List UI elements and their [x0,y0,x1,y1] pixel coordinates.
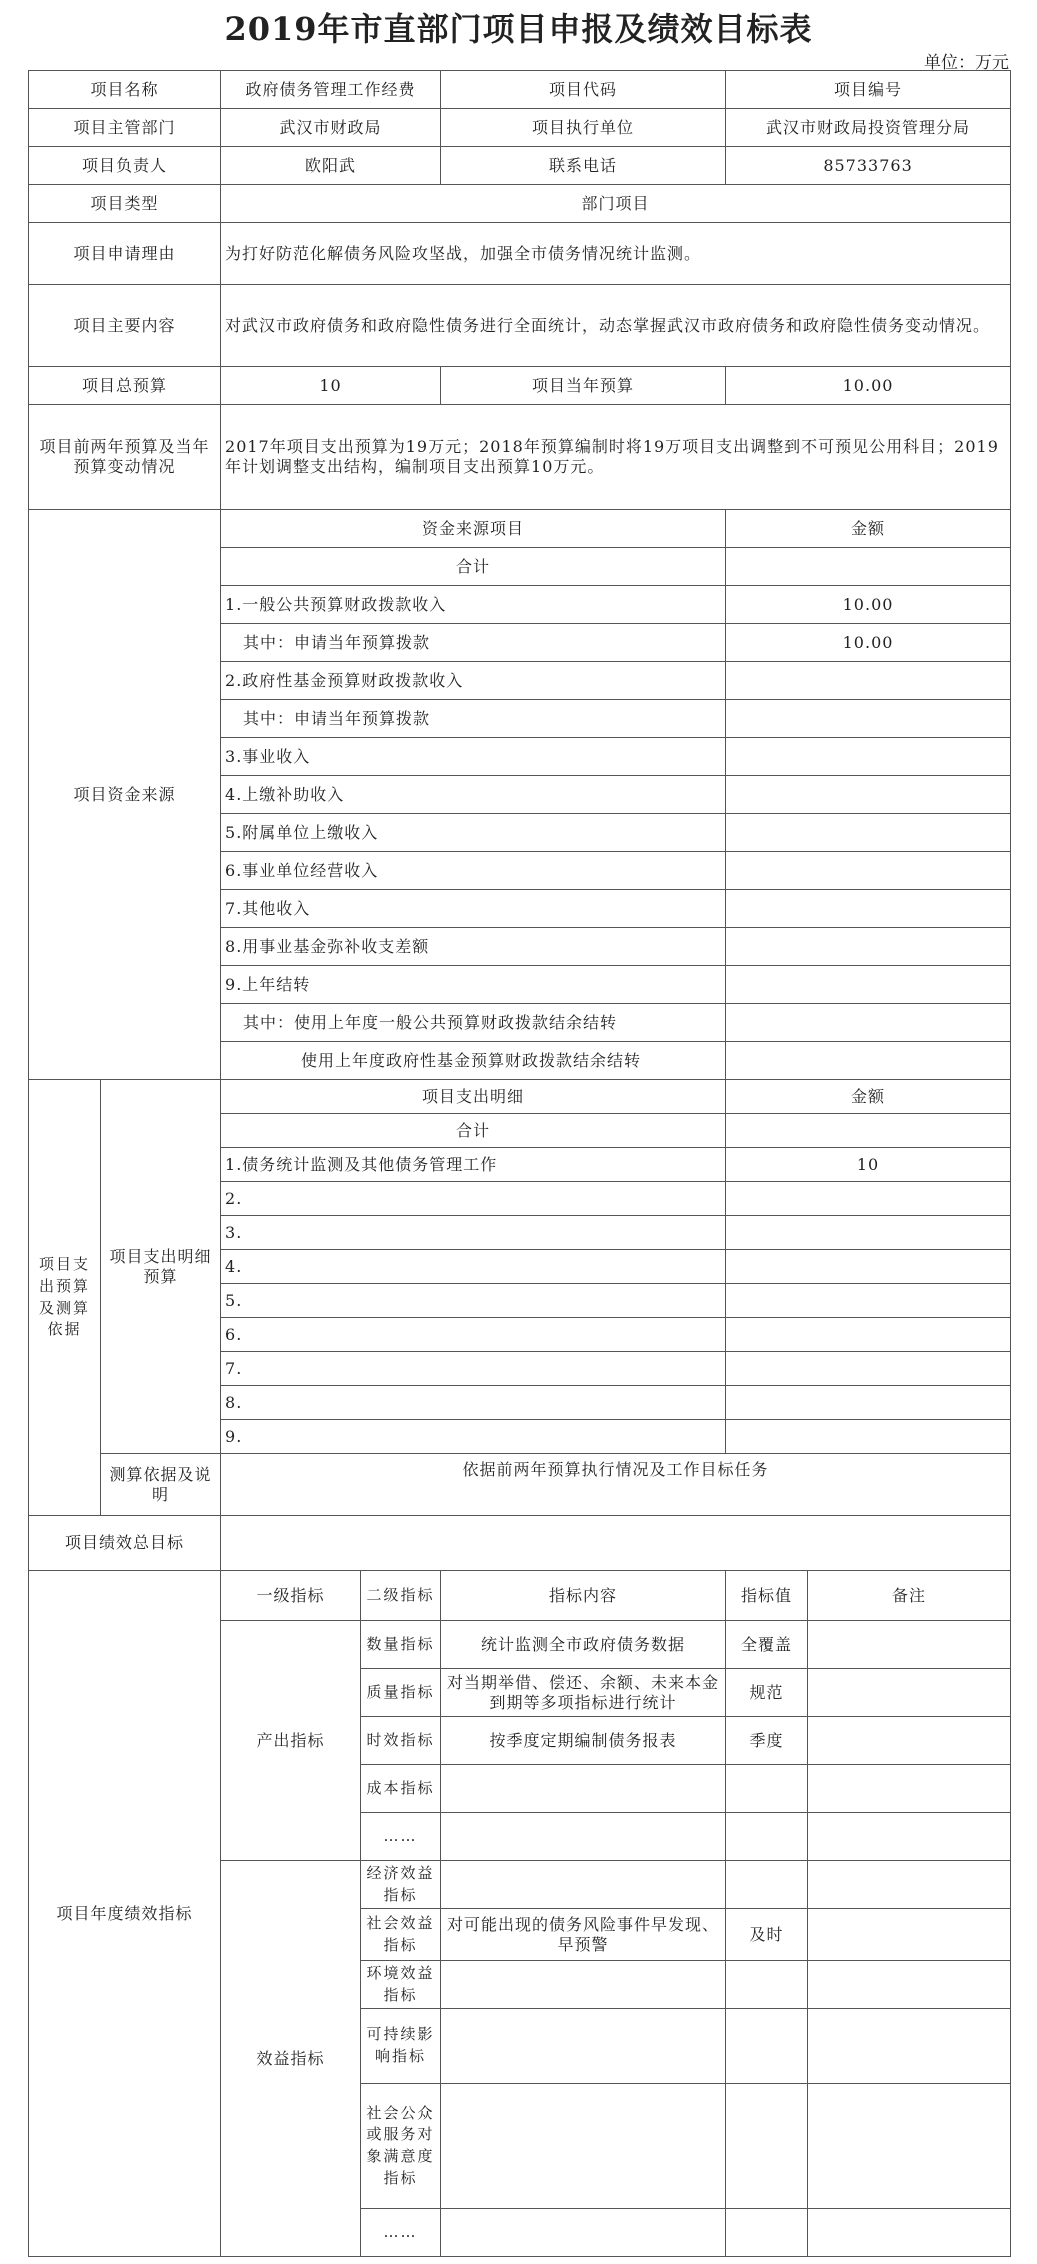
perf-note [808,1961,1011,2009]
label-perf-goal: 项目绩效总目标 [29,1516,221,1571]
funding-amount [726,966,1011,1004]
perf-col-content: 指标内容 [441,1571,726,1621]
perf-l2: …… [361,2209,441,2257]
perf-l2: 质量指标 [361,1669,441,1717]
perf-l2: 成本指标 [361,1765,441,1813]
value-dept: 武汉市财政局 [221,109,441,147]
value-leader: 欧阳武 [221,147,441,185]
value-basis: 依据前两年预算执行情况及工作目标任务 [221,1454,1011,1516]
funding-amount [726,738,1011,776]
page-title: 2019年市直部门项目申报及绩效目标表 [224,10,813,48]
funding-item: 其中：申请当年预算拨款 [221,700,726,738]
value-budget-change: 2017年项目支出预算为19万元；2018年预算编制时将19万项目支出调整到不可预见公用科目；2019年计划调整支出结构，编制项目支出预算10万元。 [221,405,1011,510]
funding-amount [726,928,1011,966]
funding-item: 其中：使用上年度一般公共预算财政拨款结余结转 [221,1004,726,1042]
perf-col-note: 备注 [808,1571,1011,1621]
value-current-budget: 10.00 [726,367,1011,405]
perf-value [726,2084,808,2209]
funding-item: 1.一般公共预算财政拨款收入 [221,586,726,624]
expense-item: 7. [221,1352,726,1386]
funding-amount: 10.00 [726,624,1011,662]
perf-note [808,1717,1011,1765]
label-type: 项目类型 [29,185,221,223]
expense-amount [726,1114,1011,1148]
expense-item: 2. [221,1182,726,1216]
perf-value: 全覆盖 [726,1621,808,1669]
label-content: 项目主要内容 [29,285,221,367]
perf-l2: 环境效益指标 [361,1961,441,2009]
funding-amount [726,662,1011,700]
perf-l2: 经济效益指标 [361,1861,441,1909]
perf-value: 规范 [726,1669,808,1717]
funding-amount [726,890,1011,928]
expense-item: 8. [221,1386,726,1420]
funding-item: 使用上年度政府性基金预算财政拨款结余结转 [221,1042,726,1080]
expense-amount [726,1386,1011,1420]
funding-item: 2.政府性基金预算财政拨款收入 [221,662,726,700]
value-exec: 武汉市财政局投资管理分局 [726,109,1011,147]
expense-item: 3. [221,1216,726,1250]
funding-item: 8.用事业基金弥补收支差额 [221,928,726,966]
value-content: 对武汉市政府债务和政府隐性债务进行全面统计，动态掌握武汉市政府债务和政府隐性债务变动情况。 [221,285,1011,367]
perf-content [441,1961,726,2009]
expense-amount [726,1318,1011,1352]
value-total-budget: 10 [221,367,441,405]
perf-content: 对当期举借、偿还、余额、未来本金到期等多项指标进行统计 [441,1669,726,1717]
label-total-budget: 项目总预算 [29,367,221,405]
row-type [29,185,1011,223]
expense-item: 6. [221,1318,726,1352]
funding-item: 9.上年结转 [221,966,726,1004]
expense-item: 合计 [221,1114,726,1148]
label-output-indicators: 产出指标 [221,1621,361,1861]
row-leader [29,147,1011,185]
perf-note [808,1669,1011,1717]
perf-content [441,2209,726,2257]
funding-amount [726,776,1011,814]
perf-content [441,1765,726,1813]
perf-value [726,1861,808,1909]
funding-amount [726,814,1011,852]
funding-item: 6.事业单位经营收入 [221,852,726,890]
label-perf-section: 项目年度绩效指标 [29,1571,221,2257]
perf-content [441,2009,726,2084]
perf-col-value: 指标值 [726,1571,808,1621]
row-budget-change [29,405,1011,510]
expense-col-amount: 金额 [726,1080,1011,1114]
value-phone: 85733763 [726,147,1011,185]
project-form-table [28,70,1011,2257]
expense-col-item: 项目支出明细 [221,1080,726,1114]
funding-amount: 10.00 [726,586,1011,624]
funding-item: 3.事业收入 [221,738,726,776]
funding-item: 5.附属单位上缴收入 [221,814,726,852]
label-reason: 项目申请理由 [29,223,221,285]
perf-content [441,2084,726,2209]
perf-col-l2: 二级指标 [361,1571,441,1621]
funding-amount [726,548,1011,586]
label-funding-section: 项目资金来源 [29,510,221,1080]
funding-amount [726,1042,1011,1080]
perf-note [808,2009,1011,2084]
funding-item: 7.其他收入 [221,890,726,928]
expense-item: 5. [221,1284,726,1318]
perf-note [808,1621,1011,1669]
perf-note [808,2084,1011,2209]
perf-l2: 社会公众或服务对象满意度指标 [361,2084,441,2209]
label-current-budget: 项目当年预算 [441,367,726,405]
row-budget [29,367,1011,405]
perf-l2: 数量指标 [361,1621,441,1669]
expense-item: 4. [221,1250,726,1284]
row-basis [29,1454,1011,1516]
row-content [29,285,1011,367]
label-phone: 联系电话 [441,147,726,185]
perf-value: 及时 [726,1909,808,1961]
label-exec: 项目执行单位 [441,109,726,147]
value-perf-goal [221,1516,1011,1571]
funding-item: 其中：申请当年预算拨款 [221,624,726,662]
value-reason: 为打好防范化解债务风险攻坚战，加强全市债务情况统计监测。 [221,223,1011,285]
funding-header-row [29,510,1011,548]
expense-amount [726,1216,1011,1250]
perf-l2: …… [361,1813,441,1861]
funding-amount [726,852,1011,890]
expense-amount [726,1420,1011,1454]
expense-amount [726,1182,1011,1216]
funding-amount [726,1004,1011,1042]
perf-l2: 可持续影响指标 [361,2009,441,2084]
row-dept [29,109,1011,147]
label-project-code: 项目代码 [441,71,726,109]
label-budget-change: 项目前两年预算及当年预算变动情况 [29,405,221,510]
perf-content: 统计监测全市政府债务数据 [441,1621,726,1669]
funding-col-amount: 金额 [726,510,1011,548]
expense-amount: 10 [726,1148,1011,1182]
label-expense-detail: 项目支出明细预算 [101,1080,221,1454]
perf-content [441,1861,726,1909]
perf-value [726,2009,808,2084]
perf-value [726,1813,808,1861]
unit-label: 单位：万元 [924,53,1009,73]
perf-l2: 社会效益指标 [361,1909,441,1961]
perf-value [726,1961,808,2009]
perf-value [726,2209,808,2257]
row-reason [29,223,1011,285]
label-project-name: 项目名称 [29,71,221,109]
perf-note [808,1765,1011,1813]
expense-item: 9. [221,1420,726,1454]
label-benefit-indicators: 效益指标 [221,1861,361,2257]
funding-amount [726,700,1011,738]
value-type: 部门项目 [221,185,1011,223]
perf-l2: 时效指标 [361,1717,441,1765]
perf-content: 按季度定期编制债务报表 [441,1717,726,1765]
perf-col-l1: 一级指标 [221,1571,361,1621]
label-leader: 项目负责人 [29,147,221,185]
row-perf-goal [29,1516,1011,1571]
perf-value: 季度 [726,1717,808,1765]
expense-header-row [29,1080,1011,1114]
value-project-name: 政府债务管理工作经费 [221,71,441,109]
label-project-number: 项目编号 [726,71,1011,109]
expense-amount [726,1250,1011,1284]
perf-note [808,1813,1011,1861]
perf-content [441,1813,726,1861]
row-project-name [29,71,1011,109]
perf-note [808,1909,1011,1961]
label-basis: 测算依据及说明 [101,1454,221,1516]
funding-item: 4.上缴补助收入 [221,776,726,814]
perf-header-row [29,1571,1011,1621]
perf-note [808,2209,1011,2257]
perf-note [808,1861,1011,1909]
perf-content: 对可能出现的债务风险事件早发现、早预警 [441,1909,726,1961]
funding-item: 合计 [221,548,726,586]
funding-col-item: 资金来源项目 [221,510,726,548]
label-expense-section: 项目支出预算及测算依据 [29,1080,101,1516]
expense-item: 1.债务统计监测及其他债务管理工作 [221,1148,726,1182]
expense-amount [726,1284,1011,1318]
expense-amount [726,1352,1011,1386]
perf-value [726,1765,808,1813]
label-dept: 项目主管部门 [29,109,221,147]
